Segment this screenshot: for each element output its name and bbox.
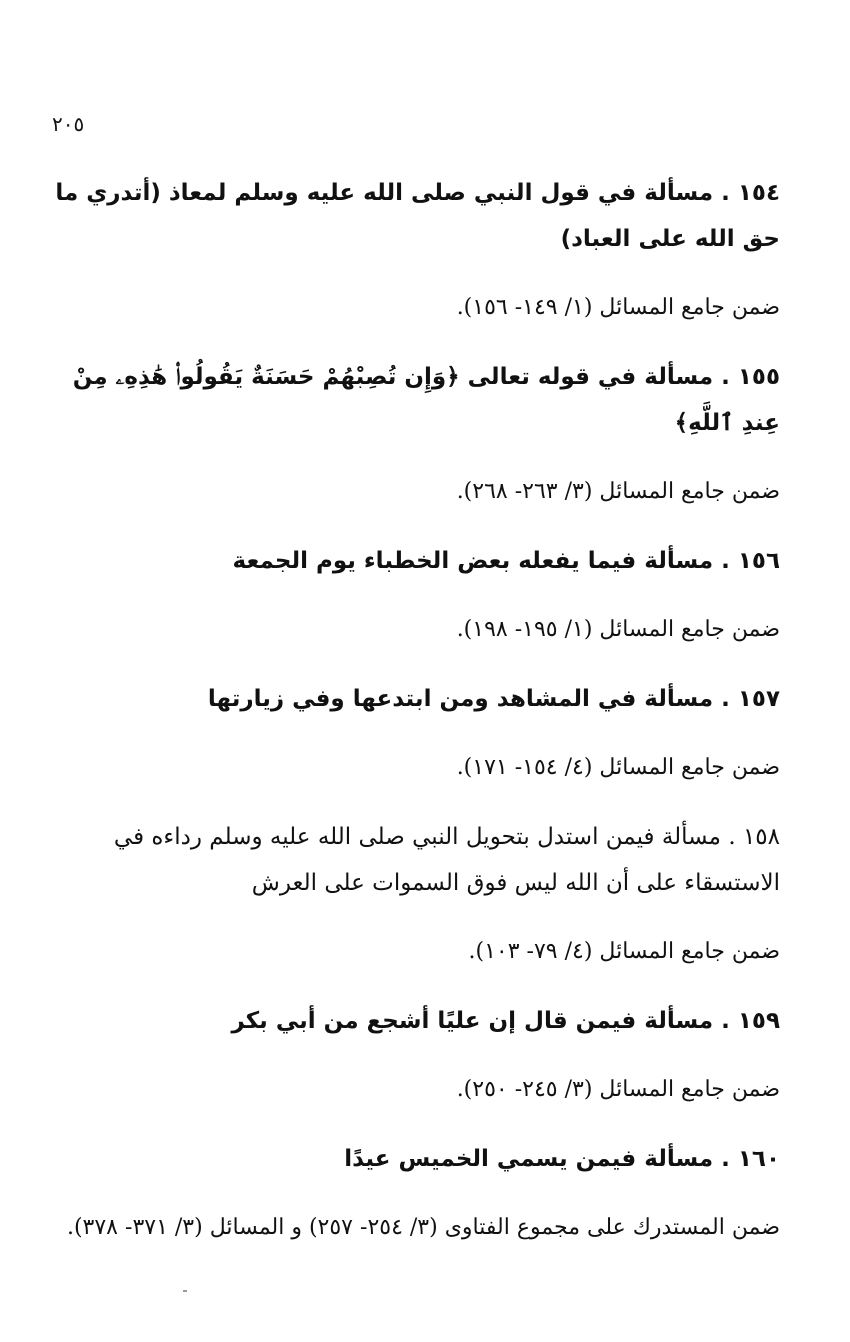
- entry-source: ضمن جامع المسائل (٣/ ٢٦٣- ٢٦٨).: [456, 479, 780, 504]
- entry-heading: ١٥٥ . مسألة في قوله تعالى ﴿وَإِن تُصِبْهُمْ حَسَنَةٌ يَقُولُوا۟ هَٰذِهِۦ مِنْ عِندِ ٱللَّهِ﴾: [72, 364, 780, 436]
- entry-heading: ١٦٠ . مسألة فيمن يسمي الخميس عيدًا: [344, 1146, 780, 1172]
- entry-source: ضمن جامع المسائل (١/ ١٤٩- ١٥٦).: [456, 295, 780, 320]
- entry-source: ضمن جامع المسائل (٤/ ٧٩- ١٠٣).: [468, 939, 780, 964]
- entry-heading: ١٥٤ . مسألة في قول النبي صلى الله عليه وسلم لمعاذ (أتدري ما حق الله على العباد): [55, 180, 780, 252]
- entry-159: [52, 998, 780, 1113]
- entry-158: [52, 814, 780, 975]
- entry-source: ضمن جامع المسائل (٤/ ١٥٤- ١٧١).: [456, 755, 780, 780]
- entry-source: ضمن المستدرك على مجموع الفتاوى (٣/ ٢٥٤- ٢٥٧) و المسائل (٣/ ٣٧١- ٣٧٨).: [66, 1215, 780, 1240]
- entry-155: [52, 354, 780, 515]
- entry-heading: ١٥٦ . مسألة فيما يفعله بعض الخطباء يوم الجمعة: [232, 548, 780, 574]
- entry-source: ضمن جامع المسائل (١/ ١٩٥- ١٩٨).: [456, 617, 780, 642]
- scan-speck: [183, 1290, 187, 1292]
- entry-heading: ١٥٧ . مسألة في المشاهد ومن ابتدعها وفي زيارتها: [207, 686, 780, 712]
- entries-list: [52, 170, 780, 1274]
- entry-154: [52, 170, 780, 331]
- page-number: ٢٠٥: [52, 112, 85, 136]
- entry-source: ضمن جامع المسائل (٣/ ٢٤٥- ٢٥٠).: [456, 1077, 780, 1102]
- entry-heading: ١٥٨ . مسألة فيمن استدل بتحويل النبي صلى الله عليه وسلم رداءه في الاستسقاء على أن الله ليس فوق السموات على العرش: [113, 824, 780, 896]
- entry-heading: ١٥٩ . مسألة فيمن قال إن عليًا أشجع من أبي بكر: [231, 1008, 780, 1034]
- entry-160: [52, 1136, 780, 1251]
- entry-157: [52, 676, 780, 791]
- entry-156: [52, 538, 780, 653]
